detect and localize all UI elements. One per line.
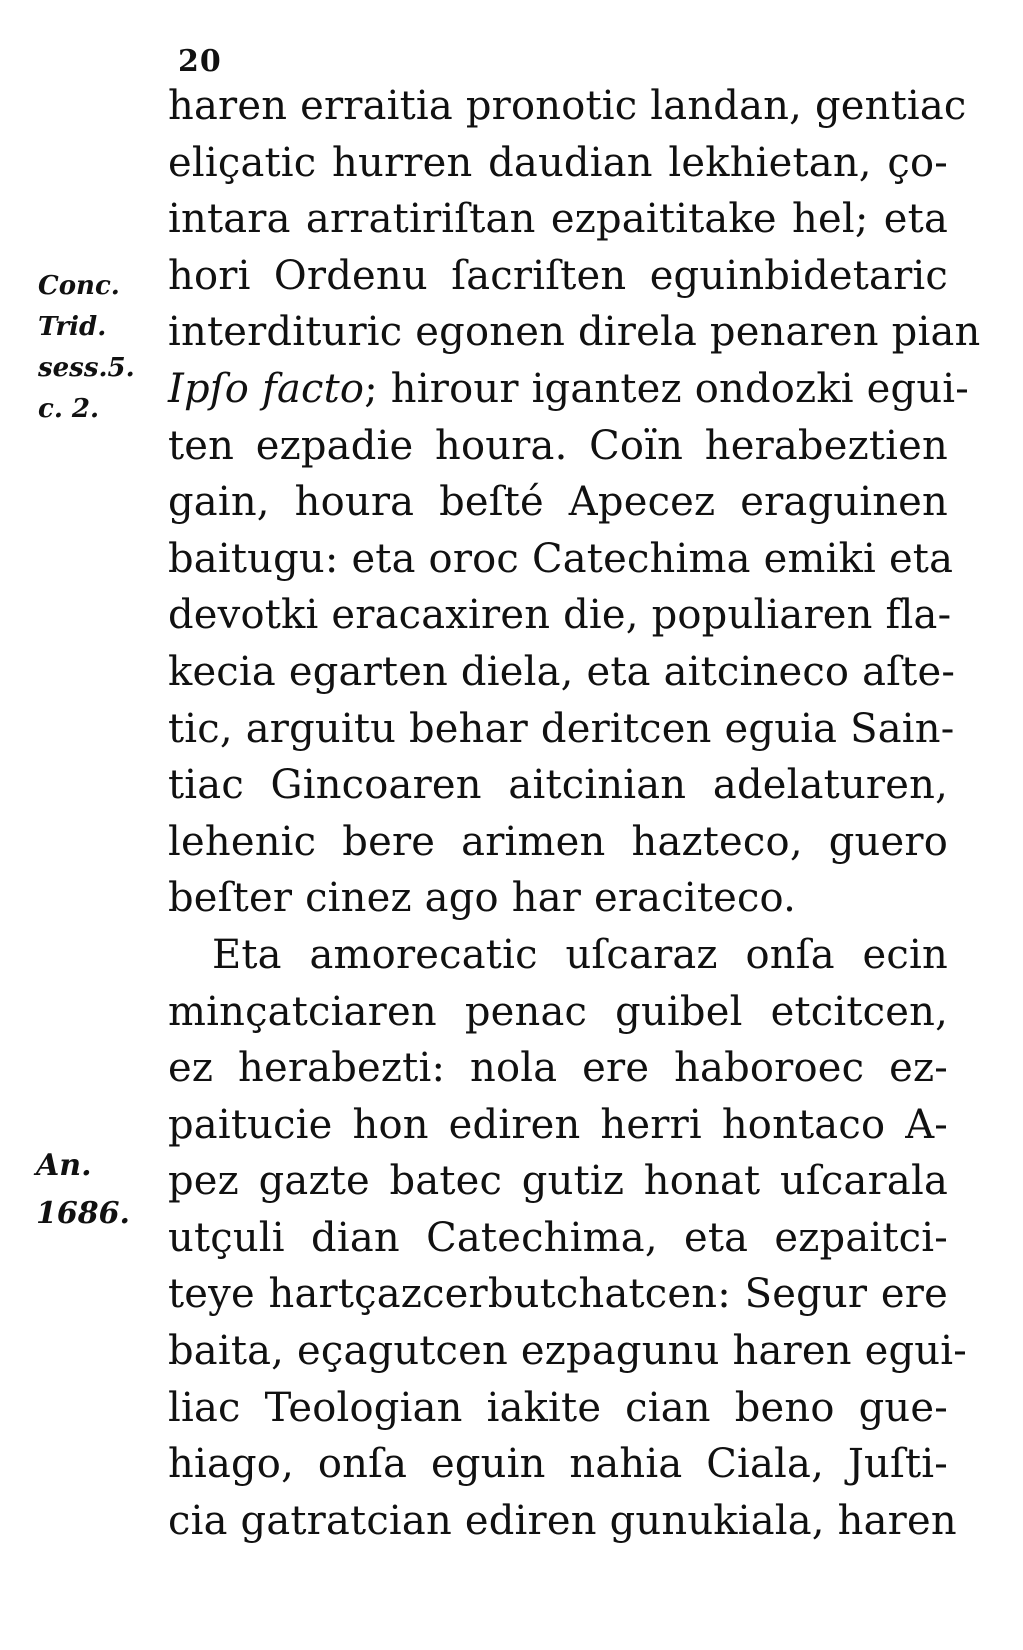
text-line: baitugu: eta oroc Catechima emiki eta	[168, 535, 954, 582]
text-line: eliçatic hurren daudian lekhietan, ço-	[168, 139, 948, 186]
text-line: devotki eracaxiren die, populiaren fla-	[168, 592, 952, 639]
body-text	[168, 78, 981, 1549]
text-line: ez herabezti: nola ere haboroec ez-	[168, 1045, 948, 1092]
margin-note-line: 1686.	[36, 1196, 130, 1231]
italic-phrase: Ipſo facto	[168, 365, 365, 412]
text-line: intara arratiriſtan ezpaititake hel; eta	[168, 196, 948, 243]
text-line: hiago, onſa eguin nahia Ciala, Juſti-	[168, 1441, 948, 1488]
margin-note-line: An.	[36, 1148, 92, 1183]
margin-note-council-reference	[38, 266, 178, 430]
text-line-with-italic	[168, 361, 970, 418]
text-line: paitucie hon ediren herri hontaco A-	[168, 1101, 948, 1148]
text-line: minçatciaren penac guibel etcitcen,	[168, 988, 948, 1035]
margin-note-year-reference	[36, 1142, 176, 1238]
text-line: cia gatratcian ediren gunukiala, haren	[168, 1497, 957, 1544]
text-line: utçuli dian Catechima, eta ezpaitci-	[168, 1214, 948, 1261]
margin-note-line: c. 2.	[38, 394, 100, 424]
margin-note-line: sess.5.	[38, 353, 135, 383]
text-line: pez gazte batec gutiz honat uſcarala	[168, 1158, 948, 1205]
text-line-rest: ; hirour igantez ondozki egui-	[364, 365, 970, 412]
text-line: baita, eçagutcen ezpagunu haren egui-	[168, 1328, 967, 1375]
text-line: ten ezpadie houra. Coïn herabeztien	[168, 422, 948, 469]
text-line: gain, houra beſté Apecez eraguinen	[168, 479, 948, 526]
text-line: interdituric egonen direla penaren pian	[168, 309, 981, 356]
text-line-paragraph-end: beſter cinez ago har eraciteco.	[168, 875, 797, 922]
text-line: kecia egarten diela, eta aitcineco aſte-	[168, 648, 956, 695]
text-line-paragraph-start: Eta amorecatic uſcaraz onſa ecin	[212, 931, 948, 978]
text-line: lehenic bere arimen hazteco, guero	[168, 818, 948, 865]
margin-note-line: Conc.	[38, 271, 120, 301]
text-line: tic, arguitu behar deritcen eguia Sain-	[168, 705, 955, 752]
text-line: teye hartçazcerbutchatcen: Segur ere	[168, 1271, 948, 1318]
margin-note-line: Trid.	[38, 312, 107, 342]
page-number: 20	[178, 44, 222, 79]
text-line: haren erraitia pronotic landan, gentiac	[168, 83, 967, 129]
text-line: tiac Gincoaren aitcinian adelaturen,	[168, 762, 948, 809]
text-line: hori Ordenu ſacriſten eguinbidetaric	[168, 252, 948, 299]
text-line: liac Teologian iakite cian beno gue-	[168, 1384, 948, 1431]
